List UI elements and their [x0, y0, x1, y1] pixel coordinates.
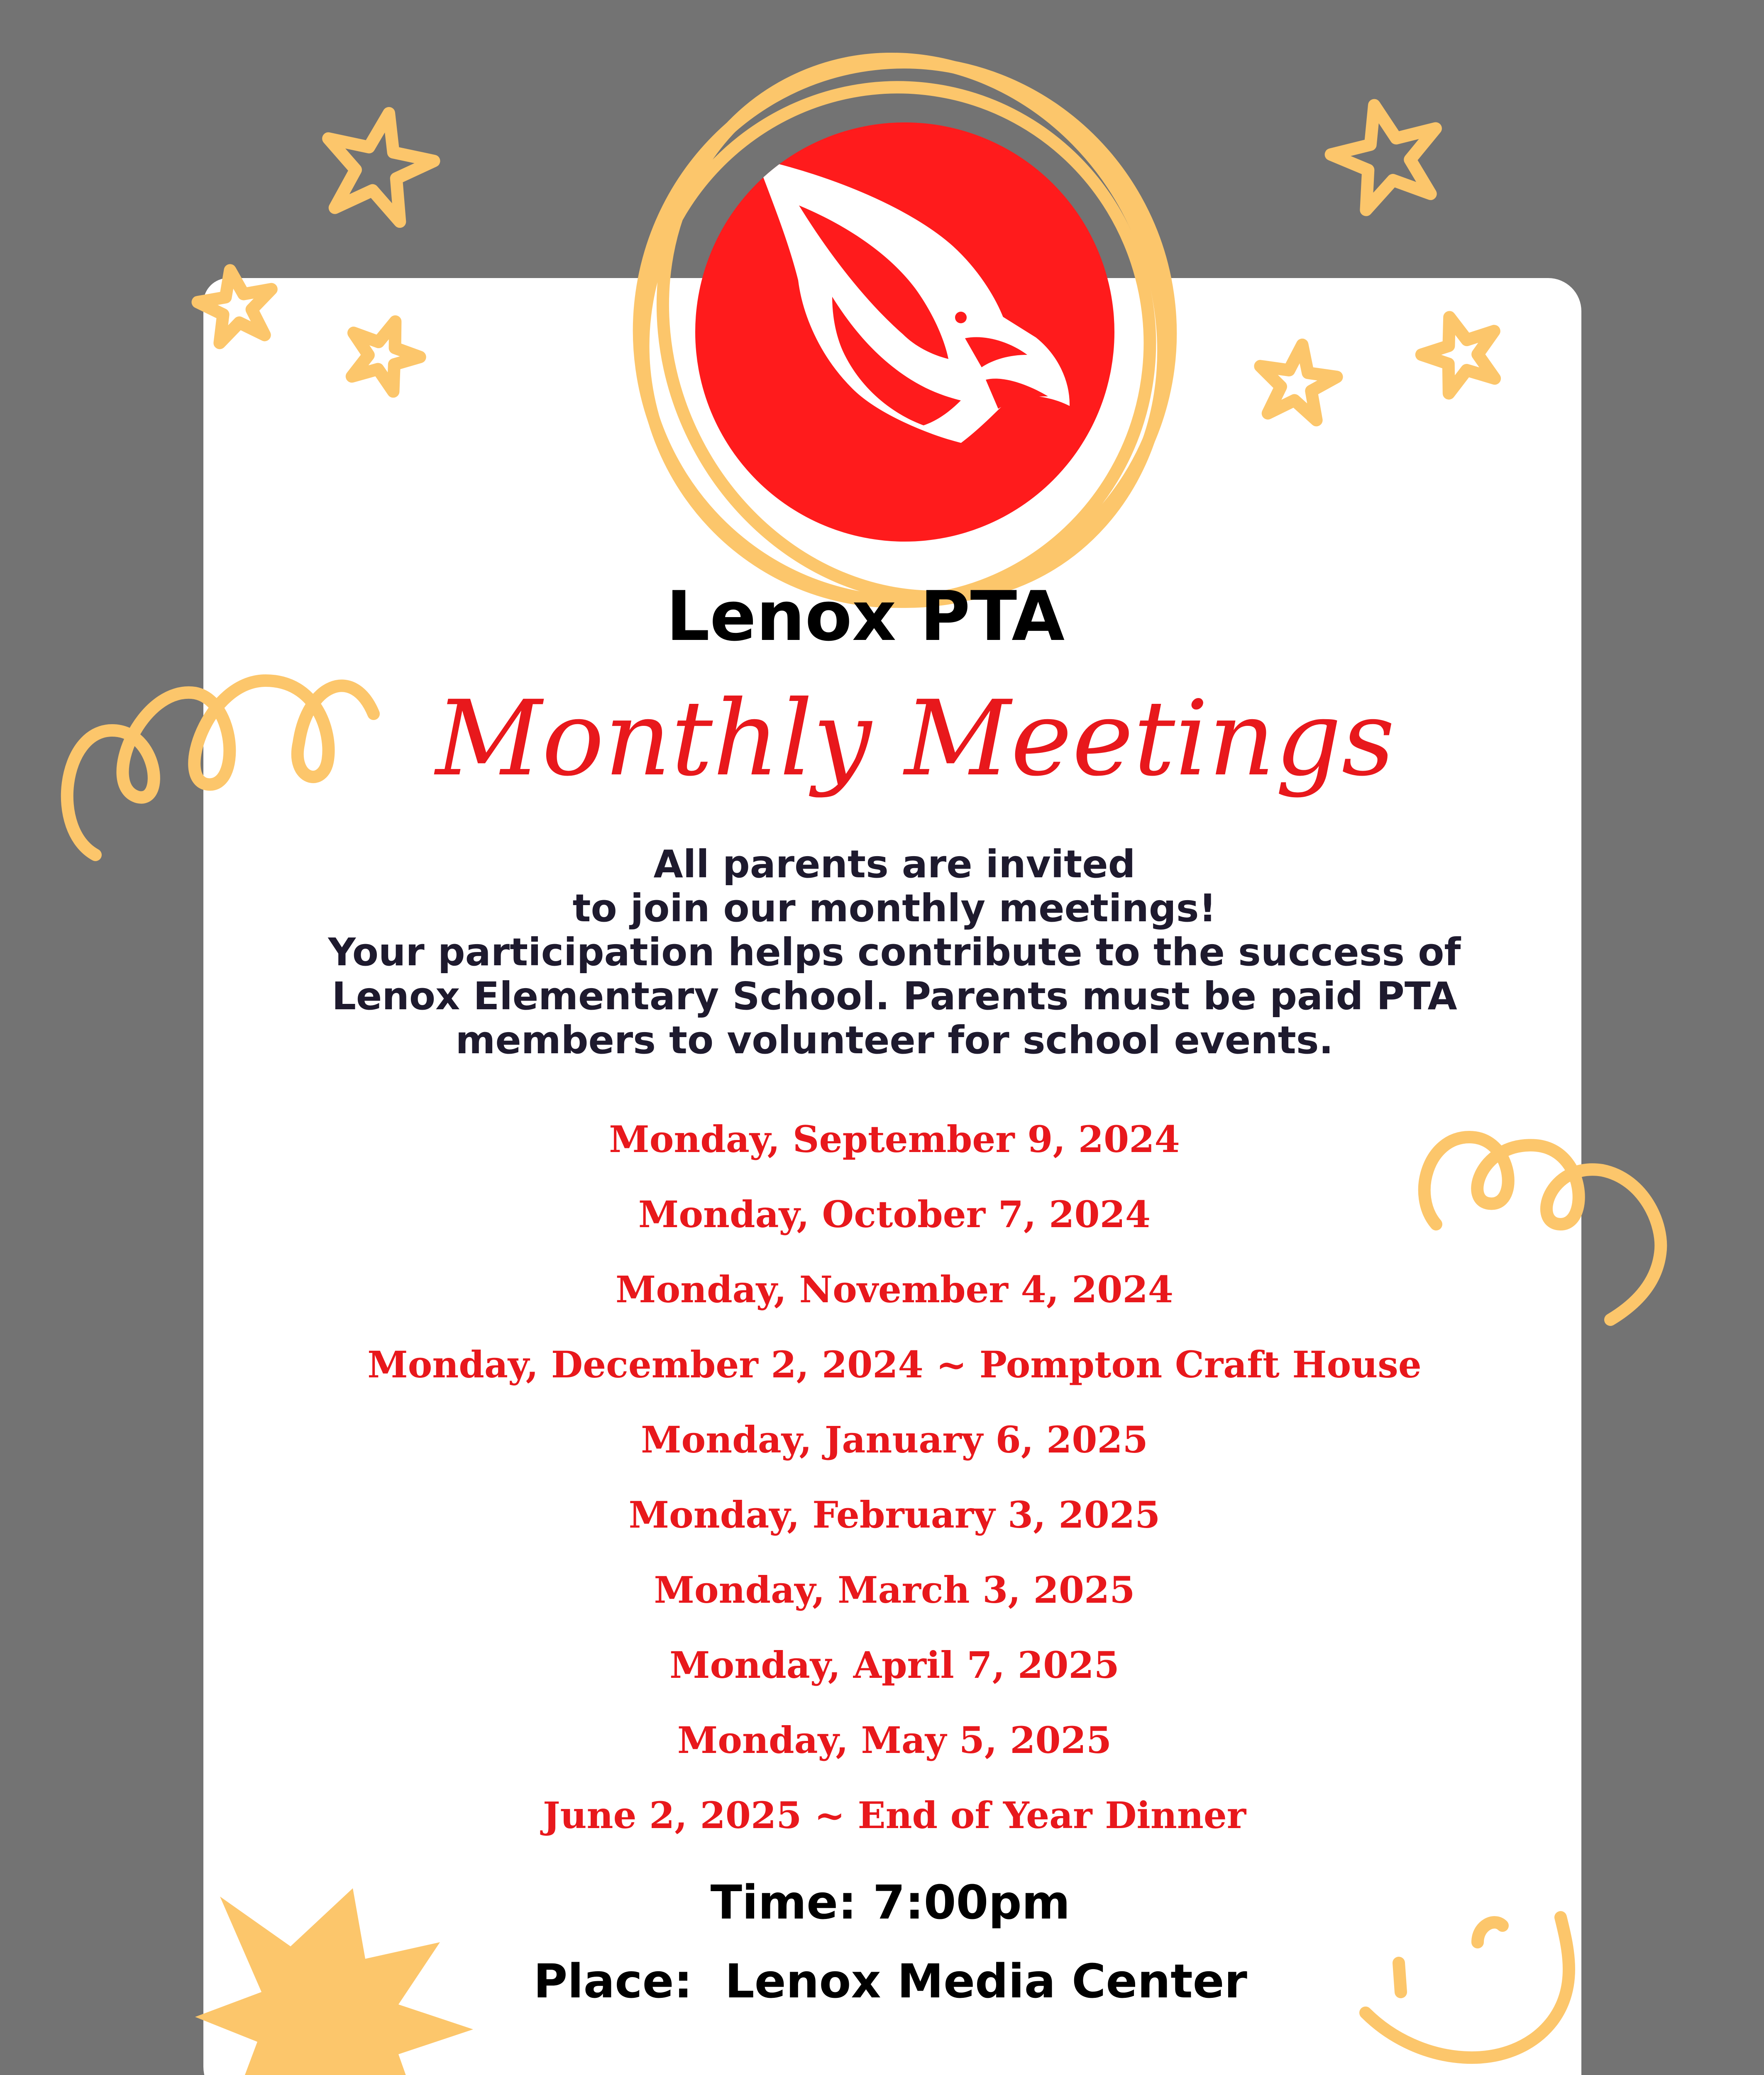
intro-line: Lenox Elementary School. Parents must be paid PTA: [332, 974, 1457, 1018]
star-icon: [1254, 339, 1341, 422]
star-icon: [193, 264, 279, 346]
meeting-dates-list: [12, 1102, 1764, 1853]
meeting-date: Monday, March 3, 2025: [654, 1568, 1135, 1611]
meeting-time: Time: 7:00pm: [710, 1876, 1070, 1930]
star-icon: [1322, 92, 1451, 215]
intro-line: All parents are invited: [653, 842, 1136, 886]
meeting-date: Monday, January 6, 2025: [641, 1418, 1148, 1461]
meeting-date: Monday, November 4, 2024: [616, 1268, 1173, 1311]
meeting-date: Monday, September 9, 2024: [609, 1118, 1180, 1161]
cardinal-logo-icon: [695, 122, 1114, 542]
meeting-date: June 2, 2025 ~ End of Year Dinner: [542, 1794, 1246, 1837]
star-icon: [315, 102, 442, 226]
meeting-place: Place: Lenox Media Center: [533, 1955, 1247, 2009]
intro-text: [12, 842, 1764, 1062]
headline: Monthly Meetings: [435, 678, 1395, 799]
meeting-date: Monday, December 2, 2024 ~ Pompton Craft House: [367, 1343, 1422, 1386]
star-icon: [1413, 305, 1508, 398]
star-icon: [340, 310, 428, 396]
meeting-date: Monday, October 7, 2024: [638, 1193, 1151, 1236]
intro-line: to join our monthly meetings!: [572, 886, 1217, 930]
meeting-date: Monday, February 3, 2025: [628, 1493, 1161, 1536]
meeting-date: Monday, May 5, 2025: [677, 1719, 1112, 1762]
org-title: Lenox PTA: [666, 576, 1065, 656]
intro-line: members to volunteer for school events.: [455, 1018, 1334, 1062]
intro-line: Your participation helps contribute to the success of: [328, 930, 1461, 974]
meeting-date: Monday, April 7, 2025: [669, 1643, 1119, 1687]
